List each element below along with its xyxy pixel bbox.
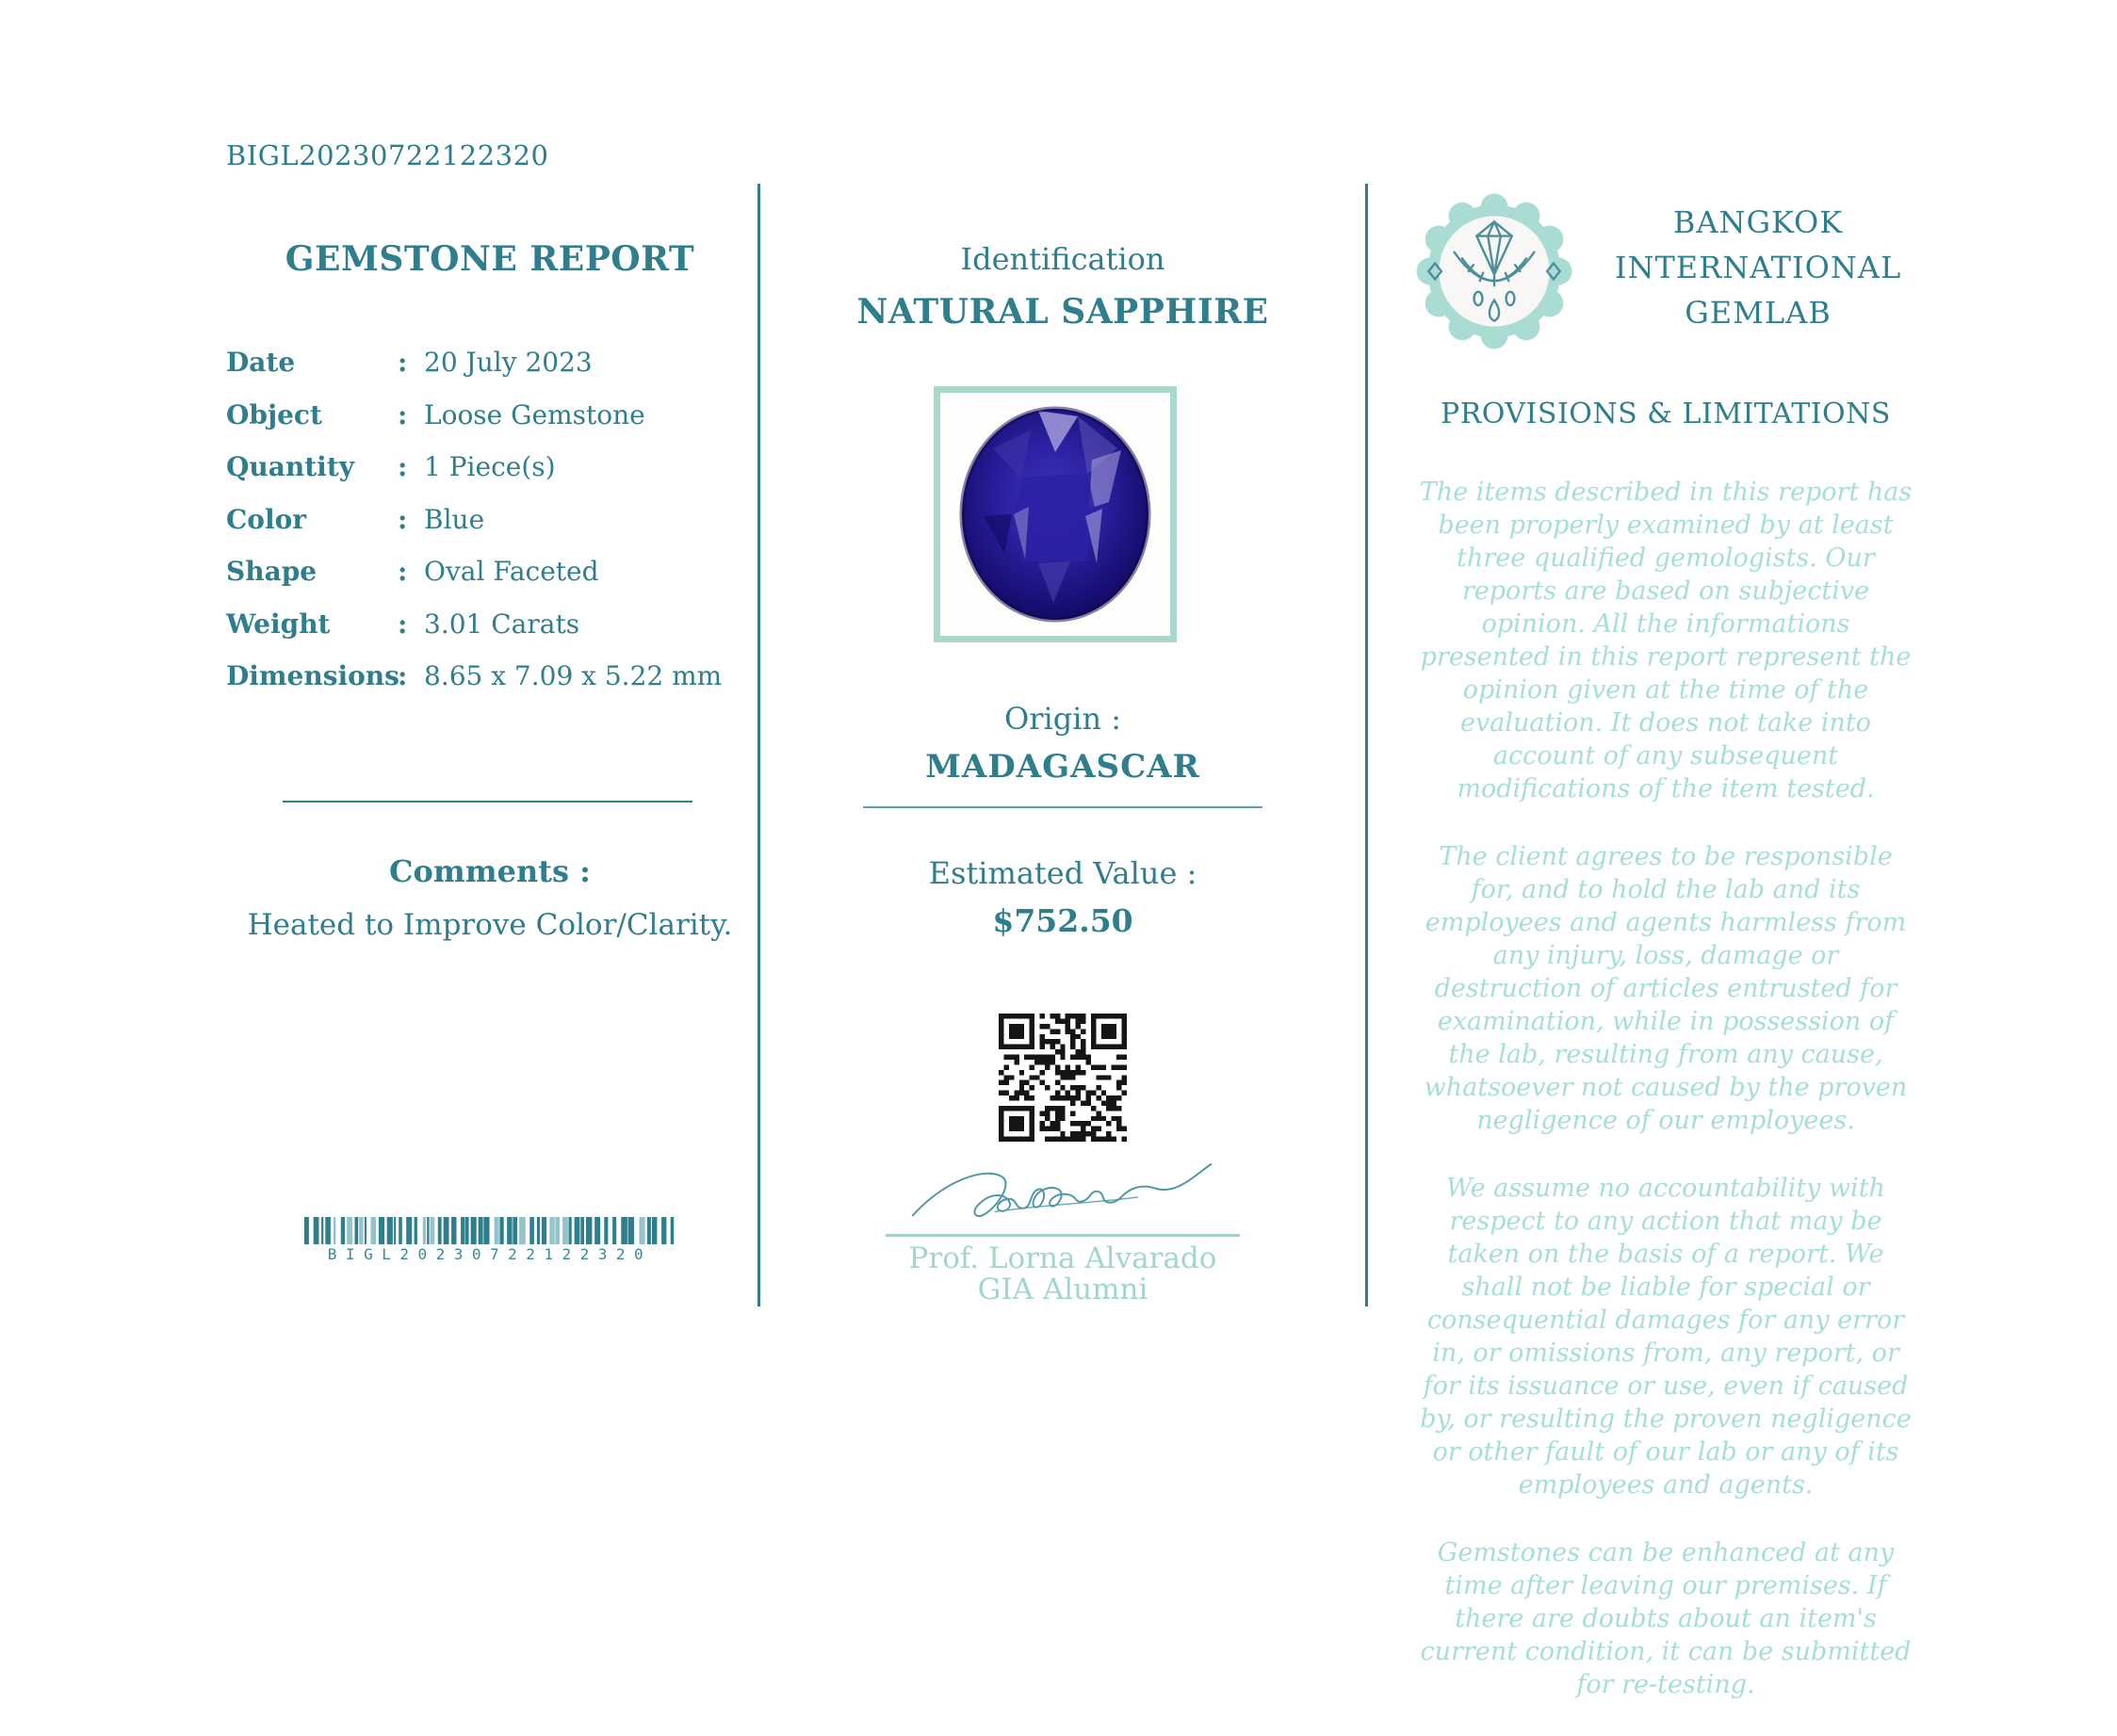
field-value: Blue xyxy=(424,503,485,535)
origin-divider xyxy=(863,806,1262,808)
lab-name xyxy=(1593,200,1923,335)
provisions-text xyxy=(1416,476,1915,1736)
origin-value: MADAGASCAR xyxy=(925,748,1200,786)
field-label: Weight xyxy=(226,608,331,640)
qr-code-icon xyxy=(999,1014,1127,1142)
identification-heading: Identification xyxy=(960,241,1165,277)
field-separator: : xyxy=(398,503,408,535)
provision-paragraph: We assume no accountability with respect to any action that may be taken on the basis of a report. We shall not be liable for special or consequential damages for any error in, or omissions from, any report, or for its issuance or use, even if caused by, or resulting the proven negligence or other fault of our lab or any of its employees and agents. xyxy=(1420,1174,1912,1500)
gemstone-photo xyxy=(955,403,1155,625)
lab-name-line: BANGKOK xyxy=(1672,204,1844,240)
estimated-value-label: Estimated Value : xyxy=(928,855,1197,891)
identification-column xyxy=(758,0,1367,1494)
field-value: Loose Gemstone xyxy=(424,398,645,430)
field-label: Date xyxy=(226,347,296,378)
details-divider xyxy=(283,801,692,803)
field-row-color xyxy=(226,504,754,557)
field-label: Object xyxy=(226,398,322,430)
signature-divider xyxy=(886,1234,1240,1237)
estimated-value-amount: $752.50 xyxy=(992,902,1133,939)
field-separator: : xyxy=(398,608,408,640)
origin-label: Origin : xyxy=(1003,701,1122,737)
field-row-shape xyxy=(226,556,754,608)
field-label: Shape xyxy=(226,556,318,587)
field-label: Dimensions xyxy=(226,660,399,691)
barcode xyxy=(226,1217,754,1263)
field-value: 8.65 x 7.09 x 5.22 mm xyxy=(424,660,723,691)
provisions-heading: PROVISIONS & LIMITATIONS xyxy=(1441,397,1891,430)
provision-paragraph: The client agrees to be responsible for, and to hold the lab and its employees and agents harmless from any injury, loss, damage or destruction of articles entrusted for examination, while in possession of the lab, resulting from any cause, whatsoever not caused by the proven negligence of our employees. xyxy=(1424,842,1908,1135)
field-separator: : xyxy=(398,347,408,378)
field-value: 20 July 2023 xyxy=(424,347,593,378)
lab-name-line: INTERNATIONAL xyxy=(1614,250,1902,285)
field-separator: : xyxy=(398,556,408,587)
report-number: BIGL20230722122320 xyxy=(226,139,549,171)
comments-text: Heated to Improve Color/Clarity. xyxy=(247,908,733,942)
field-row-weight xyxy=(226,608,754,661)
identification-value: NATURAL SAPPHIRE xyxy=(856,292,1269,332)
lab-name-line: GEMLAB xyxy=(1685,295,1832,331)
field-row-dimensions xyxy=(226,660,754,713)
field-value: 1 Piece(s) xyxy=(424,451,556,482)
lab-column xyxy=(1367,0,1964,1699)
barcode-bars-icon xyxy=(304,1217,676,1244)
field-row-quantity xyxy=(226,451,754,504)
field-value: Oval Faceted xyxy=(424,556,599,587)
field-row-date xyxy=(226,347,754,399)
signature-icon xyxy=(907,1157,1218,1232)
report-fields xyxy=(226,347,754,713)
field-separator: : xyxy=(398,398,408,430)
report-title: GEMSTONE REPORT xyxy=(285,239,695,279)
report-column xyxy=(155,0,758,1494)
lab-logo-icon xyxy=(1414,191,1574,351)
field-label: Color xyxy=(226,503,307,535)
provision-paragraph: Gemstones can be enhanced at any time after leaving our premises. If there are doubts about an item's current condition, it can be submitted for re-testing. xyxy=(1420,1538,1912,1699)
signatory-name: Prof. Lorna Alvarado xyxy=(908,1241,1217,1275)
gemstone-photo-frame xyxy=(934,386,1177,642)
field-label: Quantity xyxy=(226,451,355,482)
field-separator: : xyxy=(398,451,408,482)
field-separator: : xyxy=(398,660,408,691)
barcode-text: BIGL20230722122320 xyxy=(327,1245,653,1263)
comments-heading: Comments : xyxy=(389,853,591,889)
field-row-object xyxy=(226,399,754,452)
signatory-title: GIA Alumni xyxy=(977,1273,1148,1306)
field-value: 3.01 Carats xyxy=(424,608,580,640)
provision-paragraph: The items described in this report has been properly examined by at least three qualified gemologists. Our reports are based on subjective opinion. All the informations presented in this report represent the opinion given at the time of the evaluation. It does not take into account of any subsequent modifications of the item tested. xyxy=(1419,478,1913,803)
